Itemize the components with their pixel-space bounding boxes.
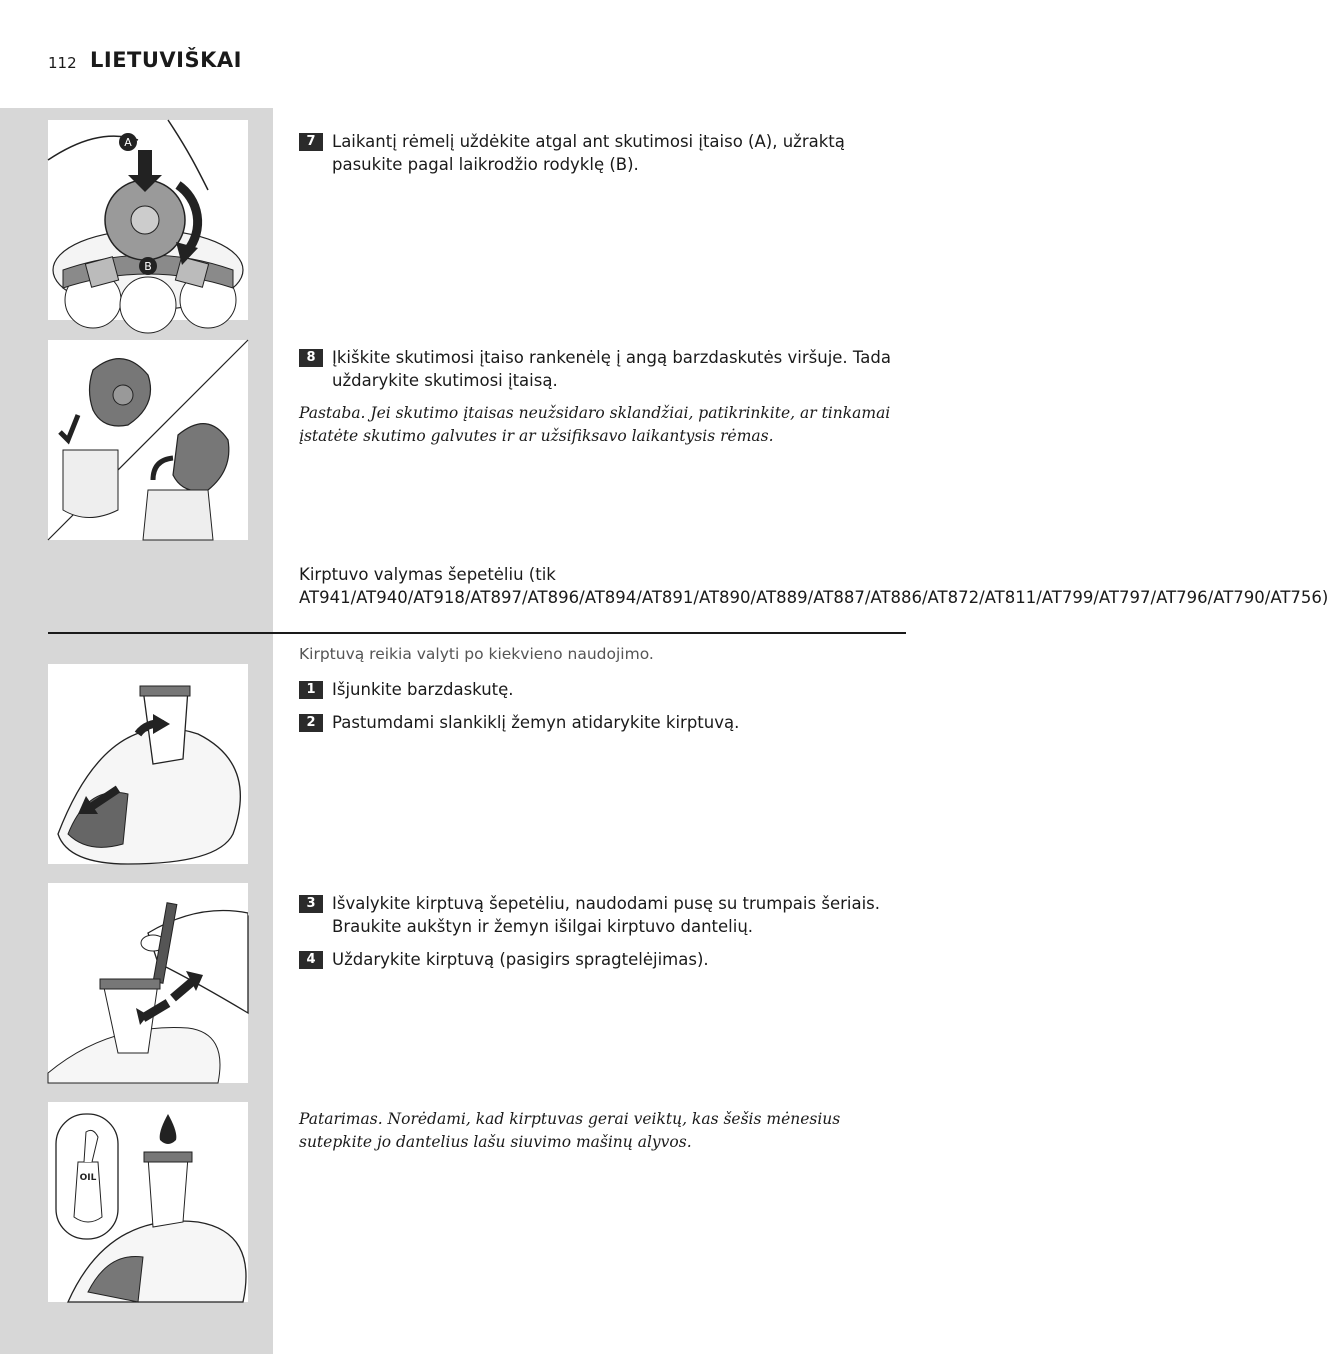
page-number: 112 [48, 54, 77, 72]
intro-text: Kirptuvą reikia valyti po kiekvieno naudojimo. [299, 645, 654, 663]
section-divider [48, 632, 906, 634]
step-number: 8 [299, 349, 323, 367]
oil-bottle-label: OIL [79, 1173, 97, 1183]
step-item [299, 346, 899, 392]
step-text: Laikantį rėmelį uždėkite atgal ant skutimosi įtaiso (A), užraktą pasukite pagal laikrodžio rodyklę (B). [332, 132, 845, 174]
figure-oil-trimmer [48, 1102, 248, 1302]
figure-pointer-notch [248, 671, 273, 721]
step-item [299, 892, 899, 938]
figure-pointer-notch [248, 347, 273, 397]
figure-retaining-frame [48, 120, 248, 320]
step-item [299, 130, 899, 176]
step-text: Išvalykite kirptuvą šepetėliu, naudodami pusę su trumpais šeriais. Braukite aukštyn ir žemyn išilgai kirptuvo dantelių. [332, 894, 880, 936]
label-a: A [124, 136, 132, 149]
text-block-steps-1-2 [299, 643, 899, 744]
step-text: Uždarykite kirptuvą (pasigirs spragtelėjimas). [332, 950, 709, 969]
label-b: B [144, 260, 152, 273]
note-text: Pastaba. Jei skutimo įtaisas neužsidaro sklandžiai, patikrinkite, ar tinkamai įstatėte skutimo galvutes ir ar užsifiksavo laikantysis rėmas. [299, 404, 891, 445]
step-number: 2 [299, 714, 323, 732]
figure-pointer-notch [248, 127, 273, 177]
step-item [299, 711, 899, 734]
section-title: Kirptuvo valymas šepetėliu (tik AT941/AT940/AT918/AT897/AT896/AT894/AT891/AT890/AT889/AT887/AT886/AT872/AT811/AT799/AT797/AT796/AT790/AT756) [299, 565, 1328, 607]
step-number: 3 [299, 895, 323, 913]
step-text: Pastumdami slankiklį žemyn atidarykite kirptuvą. [332, 713, 740, 732]
figure-open-trimmer [48, 664, 248, 864]
language-title: LIETUVIŠKAI [90, 48, 242, 72]
step-number: 4 [299, 951, 323, 969]
text-block-step8 [299, 346, 899, 448]
step-number: 1 [299, 681, 323, 699]
step-item [299, 948, 899, 971]
step-number: 7 [299, 133, 323, 151]
text-block-steps-3-4 [299, 892, 899, 981]
step-text: Išjunkite barzdaskutę. [332, 680, 514, 699]
figure-pointer-notch [248, 890, 273, 940]
text-block-tip [299, 1108, 899, 1154]
figure-close-shaving-unit [48, 340, 248, 540]
text-block-step7 [299, 130, 899, 186]
step-text: Įkiškite skutimosi įtaiso rankenėlę į angą barzdaskutės viršuje. Tada uždarykite skutimosi įtaisą. [332, 348, 891, 390]
figure-pointer-notch [248, 1109, 273, 1159]
tip-text: Patarimas. Norėdami, kad kirptuvas gerai veiktų, kas šešis mėnesius sutepkite jo dantelius lašu siuvimo mašinų alyvos. [299, 1110, 841, 1151]
figure-brush-trimmer [48, 883, 248, 1083]
step-item [299, 678, 899, 701]
